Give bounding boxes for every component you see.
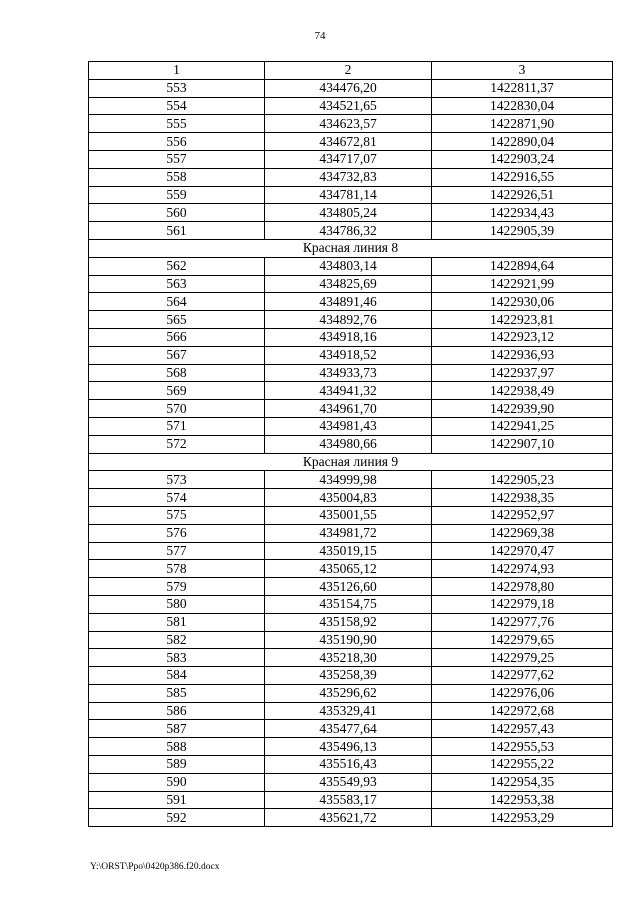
y-coordinate-cell: 1422952,97 (432, 506, 613, 524)
table-row (89, 115, 613, 133)
column-header-1: 1 (89, 62, 265, 80)
y-coordinate-cell: 1422938,49 (432, 382, 613, 400)
point-number-cell: 577 (89, 542, 265, 560)
point-number-cell: 579 (89, 578, 265, 596)
y-coordinate-cell: 1422953,38 (432, 791, 613, 809)
x-coordinate-cell: 434805,24 (265, 204, 432, 222)
table-row (89, 542, 613, 560)
coordinates-table (88, 61, 613, 827)
point-number-cell: 581 (89, 613, 265, 631)
y-coordinate-cell: 1422974,93 (432, 560, 613, 578)
y-coordinate-cell: 1422934,43 (432, 204, 613, 222)
section-title: Красная линия 9 (89, 453, 613, 471)
table-row (89, 150, 613, 168)
y-coordinate-cell: 1422923,81 (432, 311, 613, 329)
table-row (89, 257, 613, 275)
point-number-cell: 571 (89, 417, 265, 435)
y-coordinate-cell: 1422903,24 (432, 150, 613, 168)
table-row (89, 649, 613, 667)
point-number-cell: 580 (89, 595, 265, 613)
file-path-footer: Y:\ORST\Ppo\0420p386.f20.docx (90, 862, 220, 872)
point-number-cell: 578 (89, 560, 265, 578)
y-coordinate-cell: 1422972,68 (432, 702, 613, 720)
x-coordinate-cell: 435158,92 (265, 613, 432, 631)
x-coordinate-cell: 434918,52 (265, 346, 432, 364)
point-number-cell: 587 (89, 720, 265, 738)
y-coordinate-cell: 1422930,06 (432, 293, 613, 311)
y-coordinate-cell: 1422937,97 (432, 364, 613, 382)
x-coordinate-cell: 435477,64 (265, 720, 432, 738)
table-row (89, 578, 613, 596)
table-body (89, 79, 613, 826)
x-coordinate-cell: 434825,69 (265, 275, 432, 293)
section-title: Красная линия 8 (89, 239, 613, 257)
table-row (89, 471, 613, 489)
column-header-2: 2 (265, 62, 432, 80)
table-row (89, 168, 613, 186)
point-number-cell: 592 (89, 809, 265, 827)
x-coordinate-cell: 435516,43 (265, 756, 432, 774)
table-row (89, 667, 613, 685)
point-number-cell: 554 (89, 97, 265, 115)
point-number-cell: 556 (89, 133, 265, 151)
y-coordinate-cell: 1422955,53 (432, 738, 613, 756)
x-coordinate-cell: 435496,13 (265, 738, 432, 756)
x-coordinate-cell: 434891,46 (265, 293, 432, 311)
page-number: 74 (314, 30, 326, 42)
table-row (89, 773, 613, 791)
section-row (89, 239, 613, 257)
table-row (89, 79, 613, 97)
y-coordinate-cell: 1422970,47 (432, 542, 613, 560)
table-row (89, 133, 613, 151)
x-coordinate-cell: 434999,98 (265, 471, 432, 489)
point-number-cell: 582 (89, 631, 265, 649)
point-number-cell: 588 (89, 738, 265, 756)
x-coordinate-cell: 434623,57 (265, 115, 432, 133)
x-coordinate-cell: 435190,90 (265, 631, 432, 649)
y-coordinate-cell: 1422905,39 (432, 222, 613, 240)
x-coordinate-cell: 434980,66 (265, 435, 432, 453)
y-coordinate-cell: 1422926,51 (432, 186, 613, 204)
y-coordinate-cell: 1422954,35 (432, 773, 613, 791)
point-number-cell: 564 (89, 293, 265, 311)
table-row (89, 417, 613, 435)
point-number-cell: 570 (89, 400, 265, 418)
table-row (89, 186, 613, 204)
x-coordinate-cell: 434961,70 (265, 400, 432, 418)
y-coordinate-cell: 1422907,10 (432, 435, 613, 453)
table-row (89, 435, 613, 453)
x-coordinate-cell: 434476,20 (265, 79, 432, 97)
point-number-cell: 583 (89, 649, 265, 667)
point-number-cell: 584 (89, 667, 265, 685)
point-number-cell: 586 (89, 702, 265, 720)
table-header-row (89, 62, 613, 80)
x-coordinate-cell: 434981,43 (265, 417, 432, 435)
table-row (89, 631, 613, 649)
y-coordinate-cell: 1422916,55 (432, 168, 613, 186)
table-row (89, 400, 613, 418)
point-number-cell: 565 (89, 311, 265, 329)
x-coordinate-cell: 434941,32 (265, 382, 432, 400)
table-row (89, 809, 613, 827)
point-number-cell: 575 (89, 506, 265, 524)
x-coordinate-cell: 435126,60 (265, 578, 432, 596)
table-row (89, 293, 613, 311)
x-coordinate-cell: 435329,41 (265, 702, 432, 720)
table-row (89, 275, 613, 293)
x-coordinate-cell: 435296,62 (265, 684, 432, 702)
x-coordinate-cell: 434732,83 (265, 168, 432, 186)
x-coordinate-cell: 434981,72 (265, 524, 432, 542)
point-number-cell: 569 (89, 382, 265, 400)
table-row (89, 311, 613, 329)
section-row (89, 453, 613, 471)
point-number-cell: 585 (89, 684, 265, 702)
table-row (89, 328, 613, 346)
point-number-cell: 555 (89, 115, 265, 133)
table-row (89, 346, 613, 364)
point-number-cell: 563 (89, 275, 265, 293)
y-coordinate-cell: 1422979,18 (432, 595, 613, 613)
table-row (89, 364, 613, 382)
y-coordinate-cell: 1422977,62 (432, 667, 613, 685)
y-coordinate-cell: 1422953,29 (432, 809, 613, 827)
table-row (89, 222, 613, 240)
y-coordinate-cell: 1422978,80 (432, 578, 613, 596)
table-row (89, 524, 613, 542)
y-coordinate-cell: 1422921,99 (432, 275, 613, 293)
x-coordinate-cell: 434672,81 (265, 133, 432, 151)
point-number-cell: 559 (89, 186, 265, 204)
table-row (89, 791, 613, 809)
x-coordinate-cell: 434521,65 (265, 97, 432, 115)
point-number-cell: 557 (89, 150, 265, 168)
y-coordinate-cell: 1422969,38 (432, 524, 613, 542)
point-number-cell: 576 (89, 524, 265, 542)
x-coordinate-cell: 434933,73 (265, 364, 432, 382)
table-row (89, 595, 613, 613)
y-coordinate-cell: 1422941,25 (432, 417, 613, 435)
y-coordinate-cell: 1422979,25 (432, 649, 613, 667)
table-row (89, 382, 613, 400)
x-coordinate-cell: 434918,16 (265, 328, 432, 346)
y-coordinate-cell: 1422871,90 (432, 115, 613, 133)
table-row (89, 684, 613, 702)
x-coordinate-cell: 435154,75 (265, 595, 432, 613)
point-number-cell: 553 (89, 79, 265, 97)
point-number-cell: 567 (89, 346, 265, 364)
x-coordinate-cell: 434781,14 (265, 186, 432, 204)
x-coordinate-cell: 434892,76 (265, 311, 432, 329)
y-coordinate-cell: 1422957,43 (432, 720, 613, 738)
point-number-cell: 558 (89, 168, 265, 186)
column-header-3: 3 (432, 62, 613, 80)
x-coordinate-cell: 434786,32 (265, 222, 432, 240)
x-coordinate-cell: 435065,12 (265, 560, 432, 578)
point-number-cell: 561 (89, 222, 265, 240)
table-row (89, 560, 613, 578)
y-coordinate-cell: 1422979,65 (432, 631, 613, 649)
point-number-cell: 590 (89, 773, 265, 791)
table-row (89, 489, 613, 507)
y-coordinate-cell: 1422976,06 (432, 684, 613, 702)
x-coordinate-cell: 435001,55 (265, 506, 432, 524)
y-coordinate-cell: 1422936,93 (432, 346, 613, 364)
table-row (89, 506, 613, 524)
point-number-cell: 589 (89, 756, 265, 774)
y-coordinate-cell: 1422939,90 (432, 400, 613, 418)
table-row (89, 738, 613, 756)
point-number-cell: 562 (89, 257, 265, 275)
table-row (89, 756, 613, 774)
point-number-cell: 574 (89, 489, 265, 507)
x-coordinate-cell: 434717,07 (265, 150, 432, 168)
y-coordinate-cell: 1422923,12 (432, 328, 613, 346)
x-coordinate-cell: 435258,39 (265, 667, 432, 685)
y-coordinate-cell: 1422830,04 (432, 97, 613, 115)
table-row (89, 97, 613, 115)
table-row (89, 613, 613, 631)
table-row (89, 720, 613, 738)
x-coordinate-cell: 435583,17 (265, 791, 432, 809)
y-coordinate-cell: 1422811,37 (432, 79, 613, 97)
table-row (89, 204, 613, 222)
y-coordinate-cell: 1422894,64 (432, 257, 613, 275)
y-coordinate-cell: 1422955,22 (432, 756, 613, 774)
point-number-cell: 572 (89, 435, 265, 453)
point-number-cell: 566 (89, 328, 265, 346)
point-number-cell: 591 (89, 791, 265, 809)
x-coordinate-cell: 435621,72 (265, 809, 432, 827)
y-coordinate-cell: 1422905,23 (432, 471, 613, 489)
table-row (89, 702, 613, 720)
x-coordinate-cell: 435549,93 (265, 773, 432, 791)
point-number-cell: 560 (89, 204, 265, 222)
x-coordinate-cell: 435019,15 (265, 542, 432, 560)
x-coordinate-cell: 435218,30 (265, 649, 432, 667)
point-number-cell: 573 (89, 471, 265, 489)
y-coordinate-cell: 1422890,04 (432, 133, 613, 151)
point-number-cell: 568 (89, 364, 265, 382)
y-coordinate-cell: 1422938,35 (432, 489, 613, 507)
y-coordinate-cell: 1422977,76 (432, 613, 613, 631)
x-coordinate-cell: 435004,83 (265, 489, 432, 507)
x-coordinate-cell: 434803,14 (265, 257, 432, 275)
